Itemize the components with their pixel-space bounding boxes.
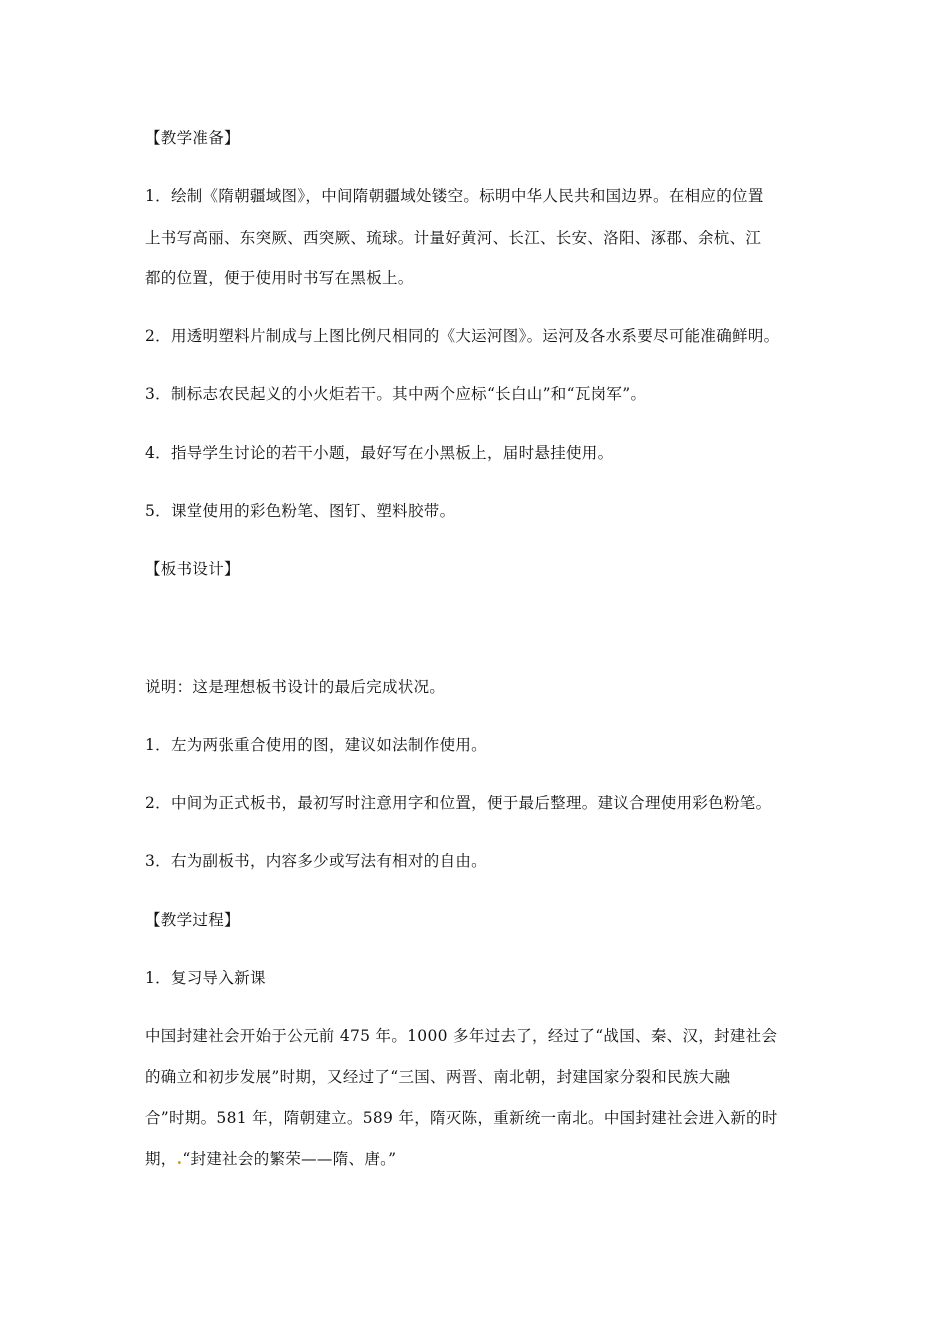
prep-heading: 【教学准备】 bbox=[145, 129, 240, 147]
prep-item-2: 2．用透明塑料片制成与上图比例尺相同的《大运河图》。运河及各水系要尽可能准确鲜明。 bbox=[145, 327, 780, 345]
prep-item-1-line-3: 都的位置，便于使用时书写在黑板上。 bbox=[145, 269, 414, 287]
process-para-line-3: 合”时期。581 年，隋朝建立。589 年，隋灭陈，重新统一南北。中国封建社会进入新的时 bbox=[145, 1109, 778, 1127]
board-item-1: 1．左为两张重合使用的图，建议如法制作使用。 bbox=[145, 736, 487, 754]
board-heading: 【板书设计】 bbox=[145, 560, 240, 578]
board-item-3: 3．右为副板书，内容多少或写法有相对的自由。 bbox=[145, 852, 487, 870]
process-para-line-4-post: “封建社会的繁荣——隋、唐。” bbox=[182, 1150, 397, 1168]
process-para-line-1: 中国封建社会开始于公元前 475 年。1000 多年过去了，经过了“战国、秦、汉，封建社会 bbox=[145, 1027, 778, 1045]
process-para-line-4 bbox=[145, 1149, 396, 1169]
process-heading: 【教学过程】 bbox=[145, 911, 240, 929]
prep-item-1-line-1: 1．绘制《隋朝疆域图》，中间隋朝疆域处镂空。标明中华人民共和国边界。在相应的位置 bbox=[145, 187, 764, 205]
process-step-1: 1．复习导入新课 bbox=[145, 969, 266, 987]
prep-item-5: 5．课堂使用的彩色粉笔、图钉、塑料胶带。 bbox=[145, 502, 456, 520]
prep-item-1-line-2: 上书写高丽、东突厥、西突厥、琉球。计量好黄河、长江、长安、洛阳、涿郡、余杭、江 bbox=[145, 229, 762, 247]
board-note: 说明：这是理想板书设计的最后完成状况。 bbox=[145, 678, 446, 696]
prep-item-4: 4．指导学生讨论的若干小题，最好写在小黑板上，届时悬挂使用。 bbox=[145, 444, 614, 462]
process-para-line-2: 的确立和初步发展”时期，又经过了“三国、两晋、南北朝，封建国家分裂和民族大融 bbox=[145, 1068, 731, 1086]
process-para-line-4-pre: 期， bbox=[145, 1150, 177, 1168]
stray-mark: . bbox=[176, 1149, 183, 1168]
prep-item-3: 3．制标志农民起义的小火炬若干。其中两个应标“长白山”和“瓦岗军”。 bbox=[145, 385, 647, 403]
board-item-2: 2．中间为正式板书，最初写时注意用字和位置，便于最后整理。建议合理使用彩色粉笔。 bbox=[145, 794, 772, 812]
